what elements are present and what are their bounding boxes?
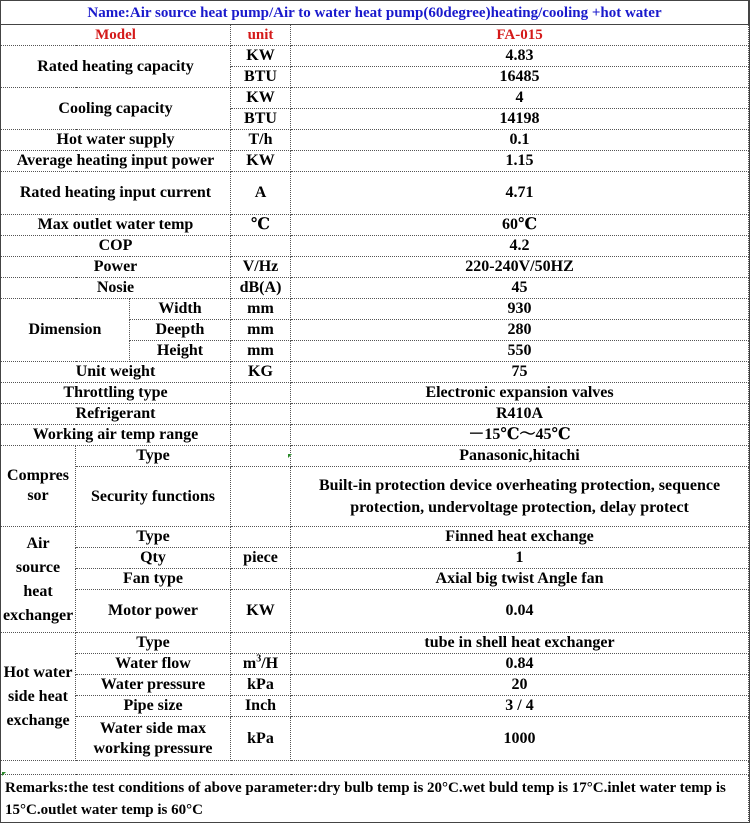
current-unit: A xyxy=(231,172,291,215)
compressor-security-value: Built-in protection device overheating protection, sequence protection, undervoltage protection, delay protect xyxy=(291,467,749,527)
power-unit: V/Hz xyxy=(231,257,291,278)
avg-input-unit: KW xyxy=(231,151,291,172)
noise-value: 45 xyxy=(291,278,749,299)
air-hx-type-label: Type xyxy=(76,527,231,548)
weight-label: Unit weight xyxy=(1,362,231,383)
water-flow-unit-tail: /H xyxy=(261,655,279,672)
dimension-depth-unit: mm xyxy=(231,320,291,341)
header-unit: unit xyxy=(231,25,291,46)
water-hx-type-unit xyxy=(231,633,291,654)
air-hx-fan-unit xyxy=(231,569,291,590)
power-label: Power xyxy=(1,257,231,278)
air-hx-label: Air source heat exchanger xyxy=(1,527,76,633)
air-hx-qty-unit: piece xyxy=(231,548,291,569)
water-hx-max-pressure-value: 1000 xyxy=(291,717,749,761)
air-hx-fan-value: Axial big twist Angle fan xyxy=(291,569,749,590)
water-flow-unit-base: m xyxy=(242,655,257,672)
air-hx-motor-unit: KW xyxy=(231,590,291,633)
water-flow-unit-sup: 3 xyxy=(256,653,262,665)
air-hx-motor-label: Motor power xyxy=(76,590,231,633)
rated-heating-kw-unit: KW xyxy=(231,46,291,67)
power-value: 220-240V/50HZ xyxy=(291,257,749,278)
compressor-type-unit xyxy=(231,446,291,467)
water-hx-pipe-label: Pipe size xyxy=(76,696,231,717)
cell-marker-icon xyxy=(288,454,292,458)
cooling-btu-unit: BTU xyxy=(231,109,291,130)
rated-heating-label: Rated heating capacity xyxy=(1,46,231,88)
current-value: 4.71 xyxy=(291,172,749,215)
sheet-title: Name:Air source heat pump/Air to water heat pump(60degree)heating/cooling +hot water xyxy=(1,1,749,25)
noise-unit: dB(A) xyxy=(231,278,291,299)
water-hx-flow-unit xyxy=(231,654,291,675)
dimension-height-unit: mm xyxy=(231,341,291,362)
header-model: Model xyxy=(1,25,231,46)
hot-water-unit: T/h xyxy=(231,130,291,151)
compressor-security-unit xyxy=(231,467,291,527)
cop-value: 4.2 xyxy=(291,236,749,257)
dimension-width-label: Width xyxy=(130,299,231,320)
water-hx-pipe-unit: Inch xyxy=(231,696,291,717)
water-hx-flow-label: Water flow xyxy=(76,654,231,675)
compressor-type-value: Panasonic,hitachi xyxy=(291,446,749,467)
compressor-type-label: Type xyxy=(76,446,231,467)
remarks: Remarks:the test conditions of above parameter:dry bulb temp is 20°C.wet buld temp is 17°C.inlet water temp is 15°C.outlet water temp is 60°C xyxy=(1,775,749,823)
air-range-unit xyxy=(231,425,291,446)
spacer-row xyxy=(1,761,749,775)
throttling-unit xyxy=(231,383,291,404)
dimension-width-unit: mm xyxy=(231,299,291,320)
rated-heating-btu-unit: BTU xyxy=(231,67,291,88)
cop-label: COP xyxy=(1,236,231,257)
dimension-depth-label: Deepth xyxy=(130,320,231,341)
compressor-label: Compres sor xyxy=(1,446,76,527)
refrigerant-value: R410A xyxy=(291,404,749,425)
weight-unit: KG xyxy=(231,362,291,383)
cop-unit xyxy=(231,236,291,257)
air-hx-qty-value: 1 xyxy=(291,548,749,569)
dimension-width-value: 930 xyxy=(291,299,749,320)
avg-input-label: Average heating input power xyxy=(1,151,231,172)
max-outlet-unit: ℃ xyxy=(231,215,291,236)
water-hx-pipe-value: 3 / 4 xyxy=(291,696,749,717)
water-hx-type-label: Type xyxy=(76,633,231,654)
cell-marker-icon xyxy=(2,772,6,776)
water-hx-max-pressure-label: Water side max working pressure xyxy=(76,717,231,761)
air-hx-qty-label: Qty xyxy=(76,548,231,569)
water-hx-label: Hot water side heat exchange xyxy=(1,633,76,761)
rated-heating-btu-value: 16485 xyxy=(291,67,749,88)
dimension-label: Dimension xyxy=(1,299,130,362)
water-hx-flow-value: 0.84 xyxy=(291,654,749,675)
compressor-security-label: Security functions xyxy=(76,467,231,527)
water-hx-max-pressure-unit: kPa xyxy=(231,717,291,761)
hot-water-label: Hot water supply xyxy=(1,130,231,151)
water-hx-pressure-unit: kPa xyxy=(231,675,291,696)
air-hx-fan-label: Fan type xyxy=(76,569,231,590)
cooling-btu-value: 14198 xyxy=(291,109,749,130)
weight-value: 75 xyxy=(291,362,749,383)
air-range-value: －15℃～45℃ xyxy=(291,425,749,446)
air-hx-type-value: Finned heat exchange xyxy=(291,527,749,548)
cooling-kw-value: 4 xyxy=(291,88,749,109)
cooling-kw-unit: KW xyxy=(231,88,291,109)
refrigerant-unit xyxy=(231,404,291,425)
air-range-label: Working air temp range xyxy=(1,425,231,446)
dimension-height-label: Height xyxy=(130,341,231,362)
noise-label: Nosie xyxy=(1,278,231,299)
avg-input-value: 1.15 xyxy=(291,151,749,172)
water-hx-type-value: tube in shell heat exchanger xyxy=(291,633,749,654)
dimension-depth-value: 280 xyxy=(291,320,749,341)
max-outlet-value: 60℃ xyxy=(291,215,749,236)
rated-heating-kw-value: 4.83 xyxy=(291,46,749,67)
hot-water-value: 0.1 xyxy=(291,130,749,151)
max-outlet-label: Max outlet water temp xyxy=(1,215,231,236)
cooling-label: Cooling capacity xyxy=(1,88,231,130)
refrigerant-label: Refrigerant xyxy=(1,404,231,425)
current-label: Rated heating input current xyxy=(1,172,231,215)
air-hx-type-unit xyxy=(231,527,291,548)
water-hx-pressure-label: Water pressure xyxy=(76,675,231,696)
dimension-height-value: 550 xyxy=(291,341,749,362)
air-hx-motor-value: 0.04 xyxy=(291,590,749,633)
header-model-value: FA-015 xyxy=(291,25,749,46)
throttling-label: Throttling type xyxy=(1,383,231,404)
throttling-value: Electronic expansion valves xyxy=(291,383,749,404)
water-hx-pressure-value: 20 xyxy=(291,675,749,696)
